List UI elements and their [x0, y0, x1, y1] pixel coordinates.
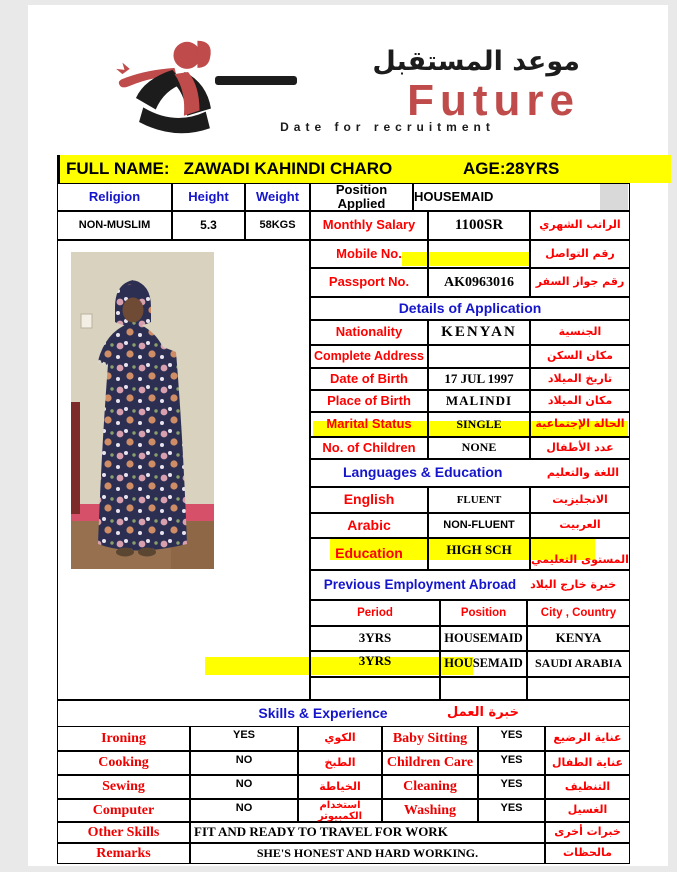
monthly-salary-label: Monthly Salary	[310, 211, 428, 240]
mobile-value	[428, 240, 530, 268]
emp1-country: KENYA	[527, 626, 630, 651]
full-name-bar	[57, 155, 671, 183]
cooking-value: NO	[190, 751, 298, 775]
height-header: Height	[172, 183, 245, 211]
nationality-value: KENYAN	[428, 320, 530, 345]
pob-value: MALINDI	[428, 390, 530, 412]
ironing-arabic: الكوي	[298, 726, 382, 751]
children-label: No. of Children	[310, 437, 428, 459]
applicant-photo	[71, 252, 214, 574]
city-country-header: City , Country	[527, 600, 630, 626]
details-title: Details of Application	[310, 297, 630, 320]
ironing-label: Ironing	[57, 726, 190, 751]
other-skills-label: Other Skills	[57, 822, 190, 843]
remarks-value: SHE'S HONEST AND HARD WORKING.	[190, 843, 545, 864]
computer-arabic: استخدام الكمبيوتر	[298, 799, 382, 822]
emp1-position: HOUSEMAID	[440, 626, 527, 651]
babysitting-arabic: عناية الرضيع	[545, 726, 630, 751]
dob-value: 17 JUL 1997	[428, 368, 530, 390]
employment-title-arabic: خبرة خارج البلاد	[530, 577, 617, 591]
languages-title-arabic: اللغة والتعليم	[546, 465, 619, 479]
skills-title-row	[57, 700, 630, 727]
emp1-period: 3YRS	[310, 626, 440, 651]
full-name-label: FULL NAME:	[66, 159, 170, 178]
religion-header: Religion	[57, 183, 172, 211]
position-applied-value: HOUSEMAID	[413, 183, 630, 211]
weight-value: 58KGS	[245, 211, 310, 240]
marital-value: SINGLE	[428, 412, 530, 437]
monthly-salary-value: 1100SR	[428, 211, 530, 240]
monthly-salary-arabic: الراتب الشهري	[530, 211, 630, 240]
arabic-value: NON-FLUENT	[428, 513, 530, 538]
marital-arabic: الحالة الإجتماعية	[530, 412, 630, 437]
languages-title: Languages & Education	[343, 464, 503, 481]
employment-title-row	[310, 570, 630, 600]
emp2-country: SAUDI ARABIA	[527, 651, 630, 677]
religion-value: NON-MUSLIM	[57, 211, 172, 240]
passport-arabic: رقم جواز السفر	[530, 268, 630, 297]
cleaning-label: Cleaning	[382, 775, 478, 799]
computer-value: NO	[190, 799, 298, 822]
mobile-label: Mobile No.	[310, 240, 428, 268]
logo-tagline: Date for recruitment	[280, 120, 495, 134]
other-skills-value: FIT AND READY TO TRAVEL FOR WORK	[190, 822, 545, 843]
remarks-arabic: مالحظات	[545, 843, 630, 864]
babysitting-label: Baby Sitting	[382, 726, 478, 751]
emp3-country	[527, 677, 630, 700]
babysitting-value: YES	[478, 726, 545, 751]
nationality-arabic: الجنسية	[530, 320, 630, 345]
period-header: Period	[310, 600, 440, 626]
emp2-position: HOUSEMAID	[440, 651, 527, 677]
childrencare-arabic: عناية الطفال	[545, 751, 630, 775]
emp3-position	[440, 677, 527, 700]
education-value: HIGH SCH	[428, 538, 530, 570]
english-value: FLUENT	[428, 487, 530, 513]
cooking-arabic: الطبخ	[298, 751, 382, 775]
childrencare-value: YES	[478, 751, 545, 775]
position-applied-label: Position Applied	[310, 183, 413, 211]
education-label: Education	[310, 538, 428, 570]
sewing-label: Sewing	[57, 775, 190, 799]
children-value: NONE	[428, 437, 530, 459]
childrencare-label: Children Care	[382, 751, 478, 775]
logo-brand-text: Future	[407, 76, 580, 125]
remarks-label: Remarks	[57, 843, 190, 864]
full-name-value: ZAWADI KAHINDI CHARO	[183, 159, 393, 178]
cleaning-value: YES	[478, 775, 545, 799]
ironing-value: YES	[190, 726, 298, 751]
logo-arabic-text: موعد المستقبل	[372, 46, 580, 77]
passport-label: Passport No.	[310, 268, 428, 297]
pob-arabic: مكان الميلاد	[530, 390, 630, 412]
washing-label: Washing	[382, 799, 478, 822]
washing-arabic: الغسيل	[545, 799, 630, 822]
cooking-label: Cooking	[57, 751, 190, 775]
skills-title: Skills & Experience	[258, 704, 388, 721]
washing-value: YES	[478, 799, 545, 822]
pob-label: Place of Birth	[310, 390, 428, 412]
position-header: Position	[440, 600, 527, 626]
marital-label: Marital Status	[310, 412, 428, 437]
nationality-label: Nationality	[310, 320, 428, 345]
english-label: English	[310, 487, 428, 513]
dob-label: Date of Birth	[310, 368, 428, 390]
address-label: Complete Address	[310, 345, 428, 368]
emp3-period	[310, 677, 440, 700]
emp2-period: 3YRS	[310, 651, 440, 677]
arabic-label: Arabic	[310, 513, 428, 538]
employment-title: Previous Employment Abroad	[323, 576, 517, 592]
cleaning-arabic: التنظيف	[545, 775, 630, 799]
height-value: 5.3	[172, 211, 245, 240]
arabic-arabic: العربيت	[530, 513, 630, 538]
languages-title-row	[310, 459, 630, 487]
skills-title-arabic: خبرة العمل	[447, 705, 519, 721]
passport-value: AK0963016	[428, 268, 530, 297]
age-value: AGE:28YRS	[463, 159, 560, 178]
sewing-arabic: الخياطة	[298, 775, 382, 799]
other-skills-arabic: خبرات أخرى	[545, 822, 630, 843]
address-value	[428, 345, 530, 368]
weight-header: Weight	[245, 183, 310, 211]
children-arabic: عدد الأطفال	[530, 437, 630, 459]
sewing-value: NO	[190, 775, 298, 799]
photo-cell	[57, 240, 310, 700]
education-arabic: المستوى التعليمي	[530, 538, 630, 570]
dob-arabic: تاريخ الميلاد	[530, 368, 630, 390]
computer-label: Computer	[57, 799, 190, 822]
mobile-arabic: رقم التواصل	[530, 240, 630, 268]
english-arabic: الانجليزيت	[530, 487, 630, 513]
address-arabic: مكان السكن	[530, 345, 630, 368]
